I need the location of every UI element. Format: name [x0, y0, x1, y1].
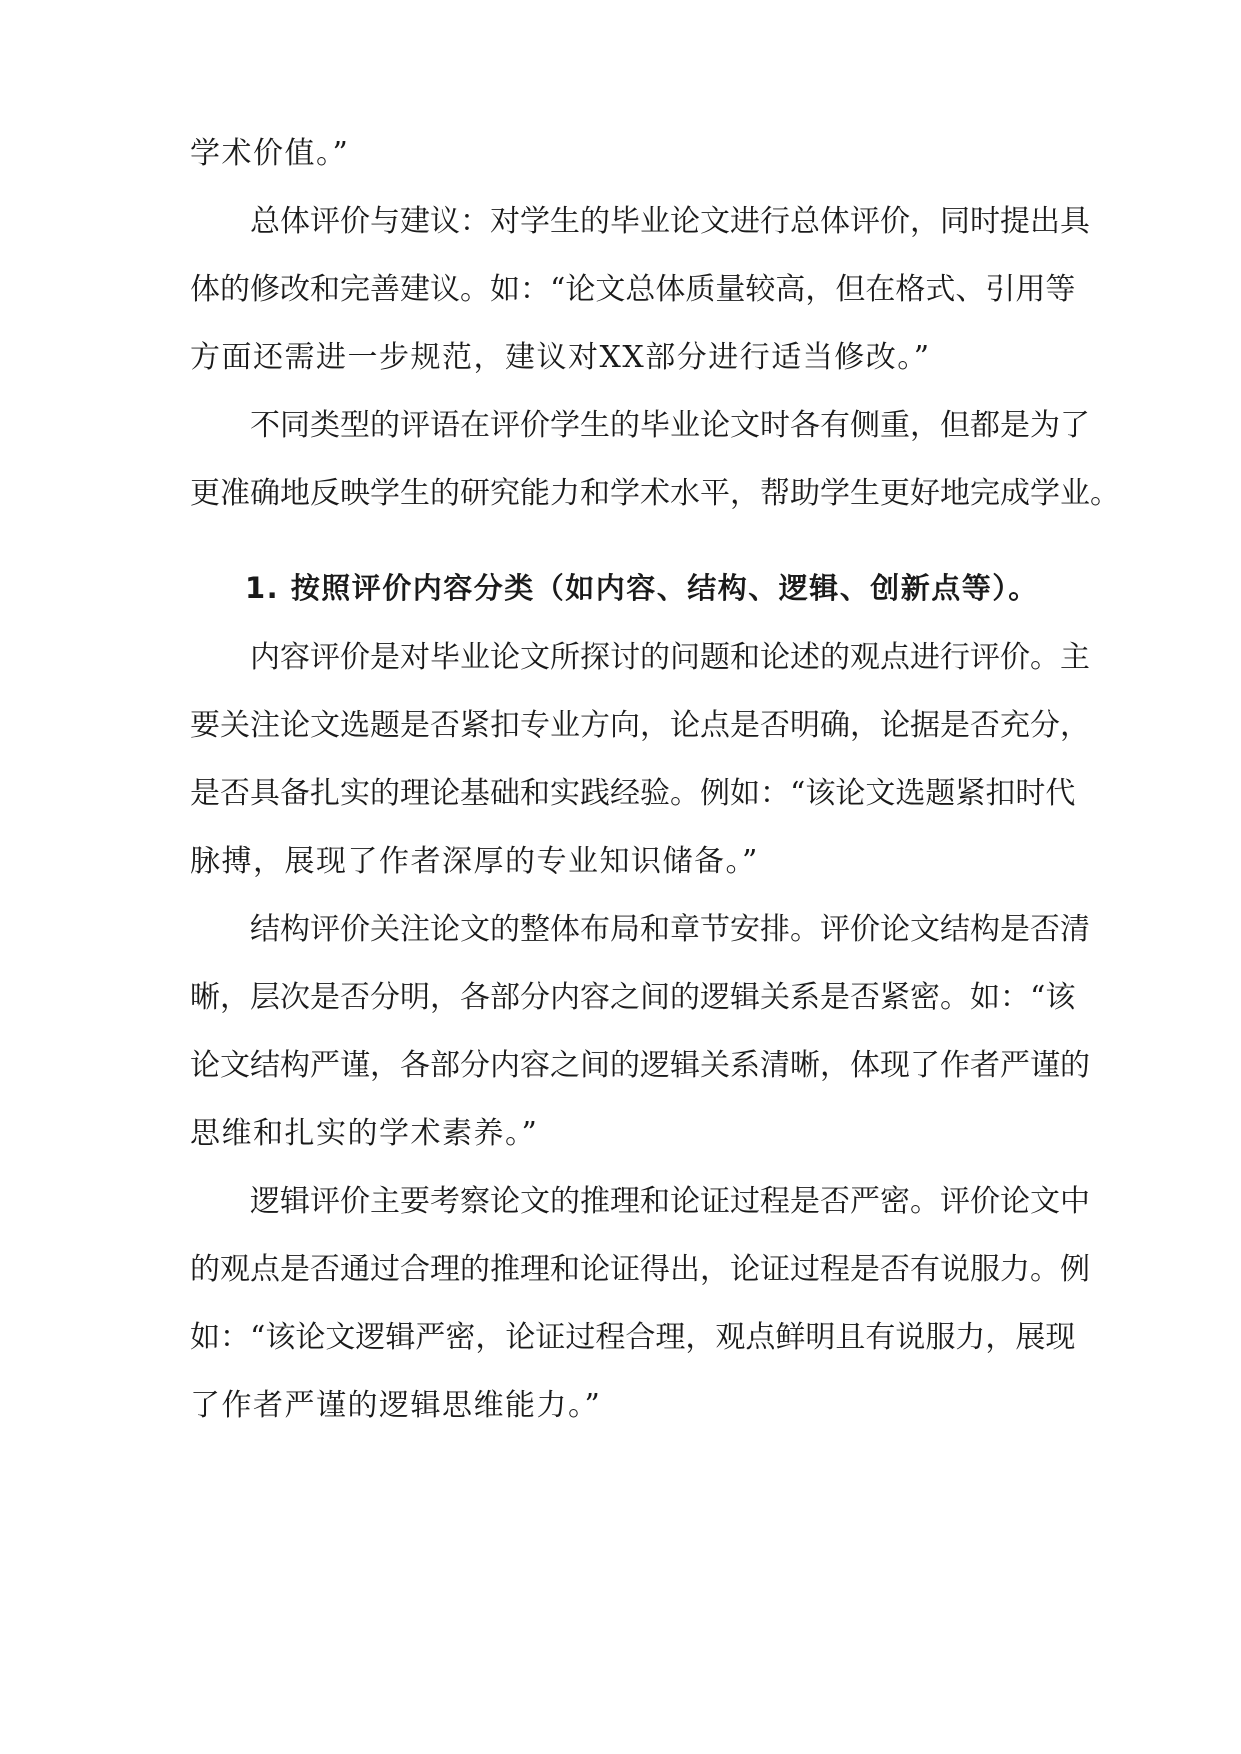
paragraph-line: 总体评价与建议：对学生的毕业论文进行总体评价，同时提出具	[250, 204, 1090, 239]
paragraph-line: 论文结构严谨，各部分内容之间的逻辑关系清晰，体现了作者严谨的	[190, 1048, 1090, 1083]
paragraph-line: 逻辑评价主要考察论文的推理和论证过程是否严密。评价论文中	[250, 1184, 1090, 1219]
paragraph-line: 如：“该论文逻辑严密，论证过程合理，观点鲜明且有说服力，展现	[190, 1320, 1076, 1355]
paragraph-line: 学术价值。”	[190, 136, 350, 171]
paragraph-line: 结构评价关注论文的整体布局和章节安排。评价论文结构是否清	[250, 912, 1090, 947]
paragraph-line: 体的修改和完善建议。如：“论文总体质量较高，但在格式、引用等	[190, 272, 1076, 307]
paragraph-line: 方面还需进一步规范，建议对XX部分进行适当修改。”	[190, 340, 931, 375]
section-heading: 1. 按照评价内容分类（如内容、结构、逻辑、创新点等）。	[245, 571, 1039, 605]
paragraph-line: 的观点是否通过合理的推理和论证得出，论证过程是否有说服力。例	[190, 1252, 1090, 1287]
paragraph-line: 要关注论文选题是否紧扣专业方向，论点是否明确，论据是否充分，	[190, 708, 1090, 743]
paragraph-line: 不同类型的评语在评价学生的毕业论文时各有侧重，但都是为了	[250, 408, 1090, 443]
paragraph-line: 是否具备扎实的理论基础和实践经验。例如：“该论文选题紧扣时代	[190, 776, 1076, 811]
paragraph-line: 了作者严谨的逻辑思维能力。”	[190, 1388, 602, 1423]
paragraph-line: 更准确地反映学生的研究能力和学术水平，帮助学生更好地完成学业。	[190, 476, 1120, 511]
paragraph-line: 脉搏，展现了作者深厚的专业知识储备。”	[190, 844, 759, 879]
paragraph-line: 内容评价是对毕业论文所探讨的问题和论述的观点进行评价。主	[250, 640, 1090, 675]
paragraph-line: 思维和扎实的学术素养。”	[190, 1116, 539, 1151]
paragraph-line: 晰，层次是否分明，各部分内容之间的逻辑关系是否紧密。如：“该	[190, 980, 1076, 1015]
